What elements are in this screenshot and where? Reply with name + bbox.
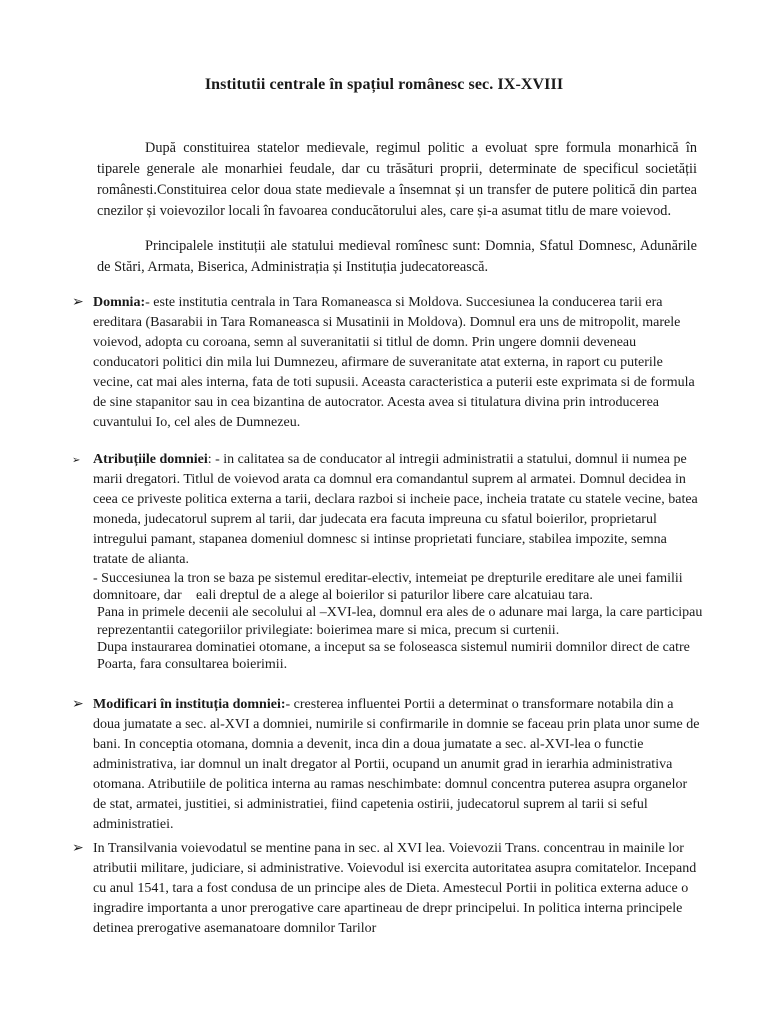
bullet-atributiile-body: [93, 450, 703, 570]
intro-paragraph-2: [97, 236, 697, 278]
bullet-transilvania: [72, 839, 703, 939]
bullet-arrow-icon: ➢: [72, 455, 81, 466]
bullet-domnia-body: [93, 293, 703, 433]
bullet-modificari: [72, 695, 703, 835]
intro-paragraph-1-text: După constituirea statelor medievale, regimul politic a evoluat spre formula monarhică în tiparele generale ale monarhiei feudale, dar cu trăsături proprii, determinate de specificul societății românesti.Constituirea celor doua state medievale a însemnat și un transfer de putere politică din partea cnezilor și voievozilor locali în favoarea conducătorului ales, care și-a asumat titlu de mare voievod.: [97, 140, 697, 219]
bullet-transilvania-text: In Transilvania voievodatul se mentine pana in sec. al XVI lea. Voievozii Trans. concentrau in mainile lor atributii militare, judiciare, si administrative. Voievodul isi exercita autoritatea asupra comitatelor. Incepand cu anul 1541, tara a fost condusa de un principe ales de Dieta. Amestecul Portii in politica externa aduce o ingradire importanta a unor prerogative care apartineau de drepr principelui. In politica interna principele detinea prerogative asemanatoare domnilor Tarilor: [93, 841, 697, 936]
bullet-arrow-icon: ➢: [72, 841, 84, 856]
bullet-modificari-text: - cresterea influentei Portii a determinat o transformare notabila din a doua jumatate a sec. al-XVI a domniei, numirile si confirmarile in domnie se faceau prin plata unor sume de bani. In conceptia otomana, domnia a devenit, inca din a doua jumatate a sec. al-XVI-lea o functie administrativa, iar domnul un inalt dregator al Portii, ocupand un anumit grad in ierarhia administrativa otomana. Atributiile de politica interna au ramas neschimbate: domnul concentra puterea asupra organelor de stat, armatei, justitiei, si administratiei, fiind capetenia ostirii, judecatorul suprem al tarii si seful administratiei.: [93, 697, 700, 832]
bullet-domnia-heading: Domnia:: [93, 295, 146, 310]
bullet-atributiile-heading: Atribuțiile domniei: [93, 452, 208, 467]
bullet-transilvania-body: [93, 839, 703, 939]
bullet-atributiile-text: : - in calitatea sa de conducator al intregii administratii a statului, domnul ii numea pe marii dregatori. Titlul de voievod arata ca domnul era comandantul suprem al armatei. Domnul decidea in ceea ce priveste politica externa a tarii, declara razboi si incheie pace, incheia tratate cu statele vecine, batea moneda, judecatorul suprem al tarii, dar judecata era facuta impreuna cu sfatul boierilor, proprietarul intregului pamant, stapanea domeniul domnesc si intinse proprietati funciare, stabilea impozite, semna tratate de alianta.: [93, 452, 698, 567]
bullet-modificari-heading: Modificari în instituția domniei:: [93, 697, 286, 712]
bullet-atributiile-sub-3: Dupa instaurarea dominatiei otomane, a inceput sa se foloseasca sistemul numirii domnilor direct de catre Poarta, fara consultarea boierimii.: [97, 639, 690, 673]
intro-paragraph-1: [97, 138, 697, 222]
bullet-domnia-text: - este institutia centrala in Tara Romaneasca si Moldova. Succesiunea la conducerea tarii era ereditara (Basarabii in Tara Romaneasca si Musatinii in Moldova). Domnul era uns de mitropolit, marele voievod, adopta cu coroana, semn al suveranitatii si titlul de domn. Prin ungere domnii deveneau conducatori politici din mila lui Dumnezeu, afirmare de suveranitate atat externa, in raport cu puterile vecine, cat mai ales interna, fata de toti supusii. Aceasta caracteristica a puterii este exprimata si de formula de sine stapanitor sau in cea bizantina de autocrator. Acesta avea si titulatura divina prin introducerea cuvantului Io, cel ales de Dumnezeu.: [93, 295, 695, 430]
bullet-atributiile-sub-1: - Succesiunea la tron se baza pe sistemul ereditar-electiv, intemeiat pe drepturile ereditare ale unei familii domnitoare, dar  eali dreptul de a alege al boierilor si paturilor libere care alcatuiau tara.: [93, 571, 683, 604]
document-title: Institutii centrale în spațiul românesc sec. IX-XVIII: [204, 76, 564, 93]
bullet-atributiile-sub-2: Pana in primele decenii ale secolului al –XVI-lea, domnul era ales de o adunare mai larga, la care participau reprezentantii categoriilor privilegiate: boierimea mare si mica, precum si curtenii.: [97, 605, 703, 638]
bullet-arrow-icon: ➢: [72, 295, 84, 310]
bullet-domnia: [72, 293, 703, 433]
intro-paragraph-2-text: Principalele instituții ale statului medieval romînesc sunt: Domnia, Sfatul Domnesc, Adunările de Stări, Armata, Biserica, Administrația și Instituția judecatorească.: [97, 238, 697, 275]
bullet-modificari-body: [93, 695, 703, 835]
bullet-arrow-icon: ➢: [72, 697, 84, 712]
bullet-atributiile: [72, 450, 703, 673]
